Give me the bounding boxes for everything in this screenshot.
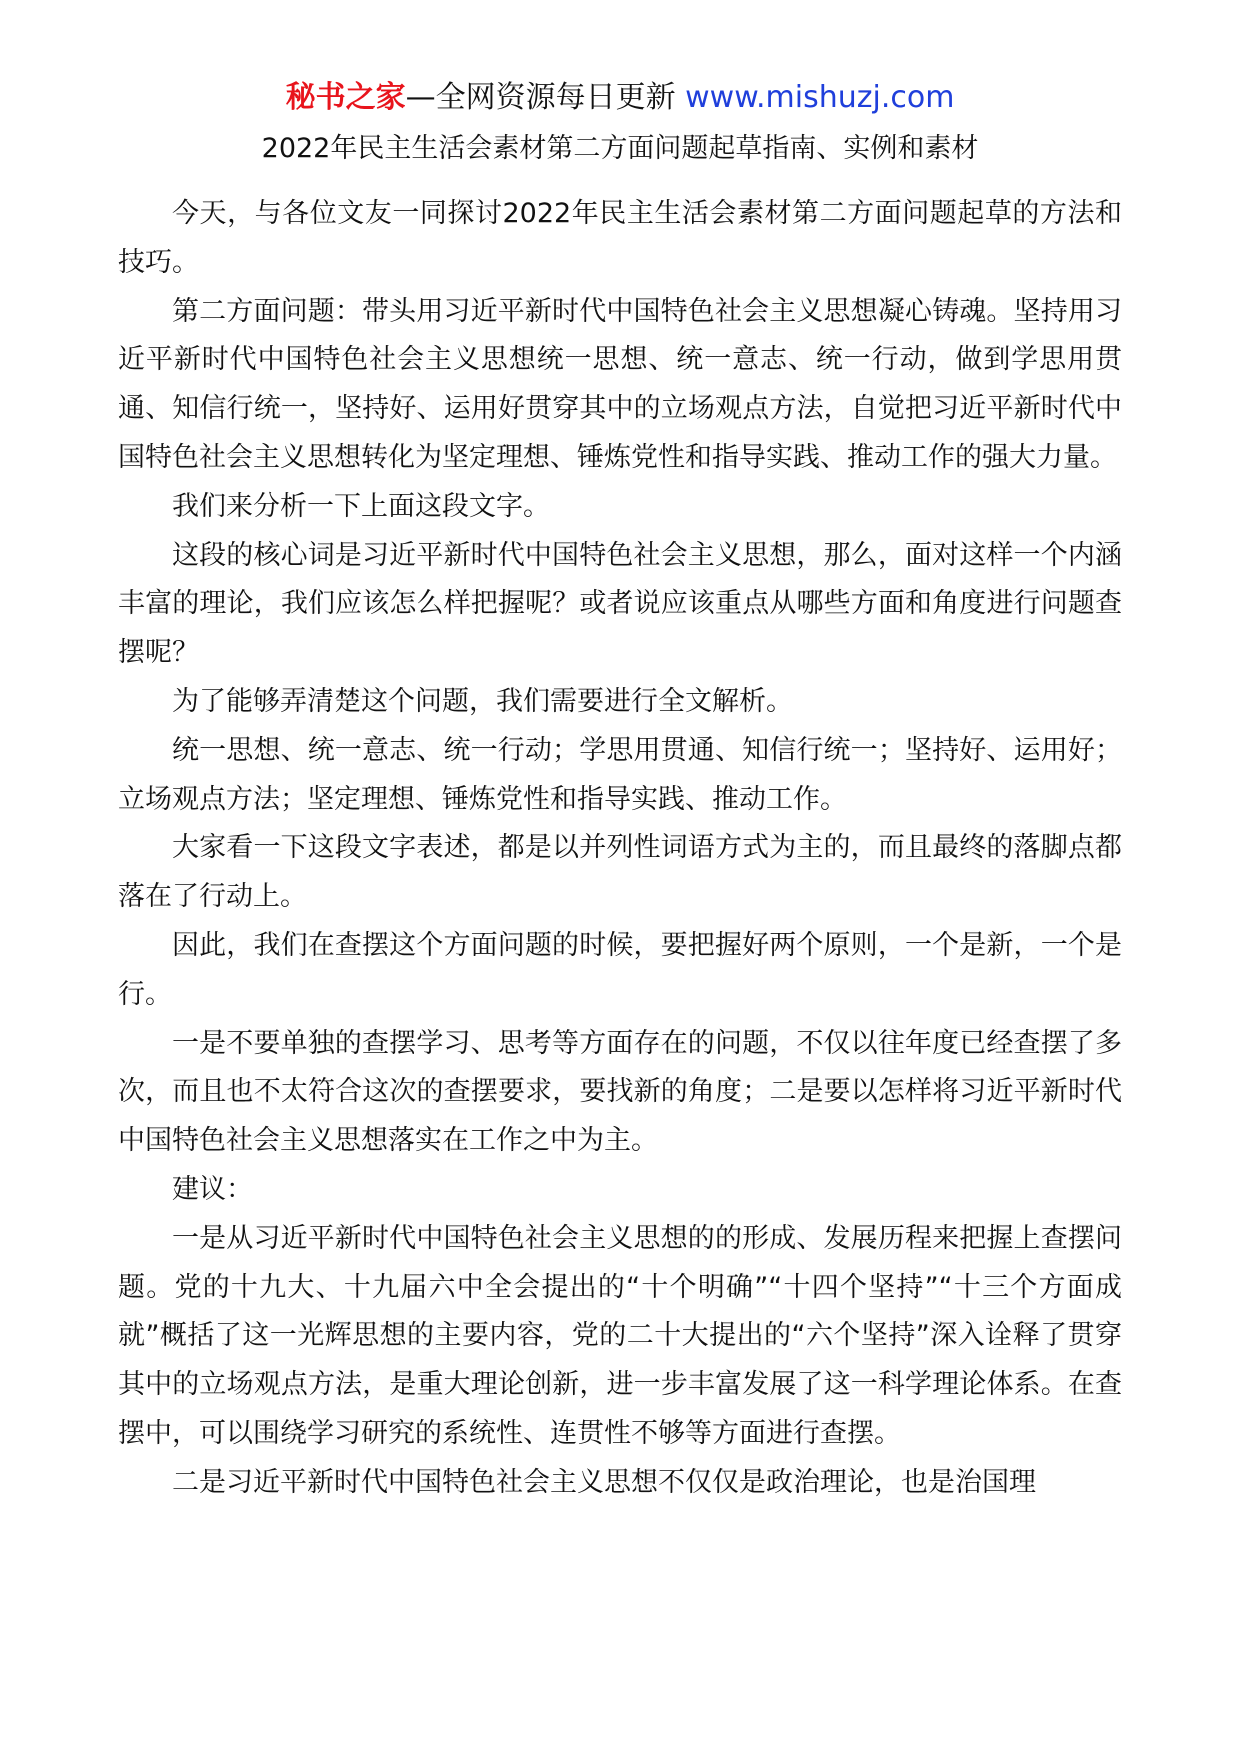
paragraph-phrase-list: 统一思想、统一意志、统一行动；学思用贯通、知信行统一；坚持好、运用好；立场观点方法；坚定理想、锤炼党性和指导实践、推动工作。 xyxy=(118,734,1122,815)
paragraph-parallel-wording: 大家看一下这段文字表述，都是以并列性词语方式为主的，而且最终的落脚点都落在了行动上。 xyxy=(118,832,1122,913)
paragraph-intro: 今天，与各位文友一同探讨2022年民主生活会素材第二方面问题起草的方法和技巧。 xyxy=(118,198,1122,278)
site-header xyxy=(118,78,1122,118)
paragraph-full-analysis: 为了能够弄清楚这个问题，我们需要进行全文解析。 xyxy=(172,685,793,717)
paragraph-second-aspect: 第二方面问题：带头用习近平新时代中国特色社会主义思想凝心铸魂。坚持用习近平新时代中国特色社会主义思想统一思想、统一意志、统一行动，做到学思用贯通、知信行统一，坚持好、运用好贯穿其中的立场观点方法，自觉把习近平新时代中国特色社会主义思想转化为坚定理想、锤炼党性和指导实践、推动工作的强大力量。 xyxy=(118,295,1122,473)
site-url-link[interactable]: www.mishuzj.com xyxy=(685,80,955,115)
paragraph-suggestion-two: 二是习近平新时代中国特色社会主义思想不仅仅是政治理论，也是治国理 xyxy=(172,1466,1036,1498)
paragraph-suggestion-one: 一是从习近平新时代中国特色社会主义思想的的形成、发展历程来把握上查摆问题。党的十九大、十九届六中全会提出的“十个明确”“十四个坚持”“十三个方面成就”概括了这一光辉思想的主要内容，党的二十大提出的“六个坚持”深入诠释了贯穿其中的立场观点方法，是重大理论创新，进一步丰富发展了这一科学理论体系。在查摆中，可以围绕学习研究的系统性、连贯性不够等方面进行查摆。 xyxy=(118,1222,1122,1449)
header-tagline: —全网资源每日更新 xyxy=(405,80,686,115)
paragraph-analysis-lead: 我们来分析一下上面这段文字。 xyxy=(172,490,550,522)
paragraph-suggestion-heading: 建议： xyxy=(172,1173,253,1205)
document-body xyxy=(118,190,1122,1508)
document-title: 2022年民主生活会素材第二方面问题起草指南、实例和素材 xyxy=(261,133,979,164)
paragraph-core-word: 这段的核心词是习近平新时代中国特色社会主义思想，那么，面对这样一个内涵丰富的理论，我们应该怎么样把握呢？或者说应该重点从哪些方面和角度进行问题查摆呢？ xyxy=(118,539,1122,669)
brand-name: 秘书之家 xyxy=(285,80,406,115)
paragraph-principle-detail: 一是不要单独的查摆学习、思考等方面存在的问题，不仅以往年度已经查摆了多次，而且也不太符合这次的查摆要求，要找新的角度；二是要以怎样将习近平新时代中国特色社会主义思想落实在工作之中为主。 xyxy=(118,1027,1122,1157)
paragraph-two-principles: 因此，我们在查摆这个方面问题的时候，要把握好两个原则，一个是新，一个是行。 xyxy=(118,929,1122,1010)
